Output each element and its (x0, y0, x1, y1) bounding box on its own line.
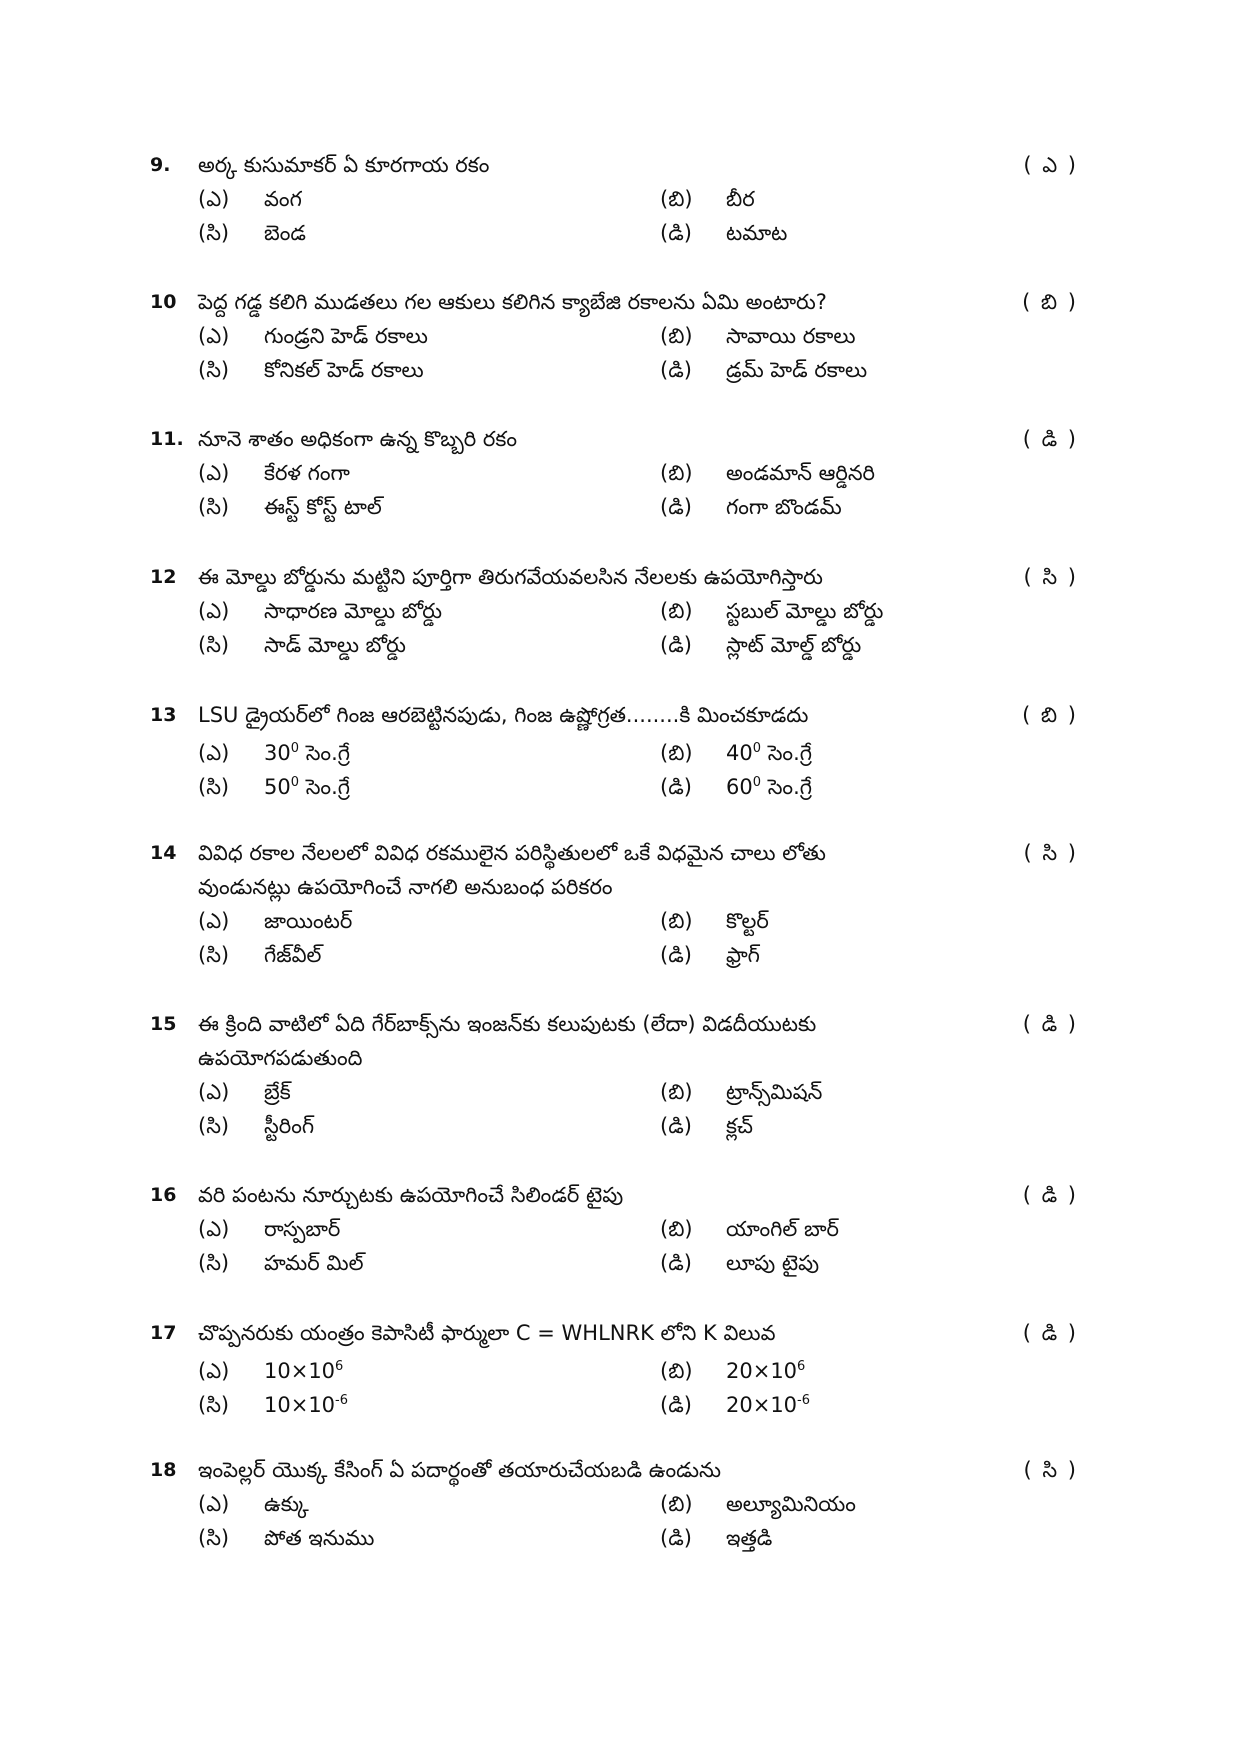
option-b: (బి) స్టబుల్ మోల్డు బోర్డు (660, 599, 884, 623)
option-d: (డి) లూపు టైపు (660, 1251, 820, 1275)
question-text-continued: ఉపయోగపడుతుంది (198, 1046, 363, 1070)
question-16 (150, 1178, 1090, 1280)
option-c: (సి) సాడ్ మోల్డు బోర్డు (198, 633, 406, 657)
option-c: (సి) బెండ (198, 221, 306, 245)
question-17 (150, 1316, 1090, 1418)
option-a: (ఎ) కేరళ గంగా (198, 461, 350, 485)
option-a: (ఎ) సాధారణ మోల్డు బోర్డు (198, 599, 442, 623)
question-number: 11. (150, 428, 184, 450)
option-c: (సి) ఈస్ట్ కోస్ట్ టాల్ (198, 495, 382, 519)
option-c: (సి) $50^0$ సెం.గ్రే (198, 775, 350, 799)
question-number: 15 (150, 1013, 177, 1035)
option-b: (బి) బీర (660, 187, 755, 211)
question-text: LSU డ్రైయర్‌లో గింజ ఆరబెట్టినపుడు, గింజ ఉష్ణోగ్రత........కి మించకూడదు (198, 703, 809, 727)
answer-key: ( బి ) (1022, 703, 1078, 727)
answer-key: ( సి ) (1023, 565, 1078, 589)
option-d: (డి) స్లాట్ మోల్డ్ బోర్డు (660, 633, 862, 657)
option-c: (సి) $10\times 10^{-6}$ (198, 1393, 349, 1417)
question-text: ఈ మోల్డు బోర్డును మట్టిని పూర్తిగా తిరుగవేయవలసిన నేలలకు ఉపయోగిస్తారు (198, 565, 823, 589)
question-number: 16 (150, 1184, 177, 1206)
question-text: వివిధ రకాల నేలలలో వివిధ రకములైన పరిస్థితులలో ఒకే విధమైన చాలు లోతు (198, 841, 826, 865)
question-text: పెద్ద గడ్డ కలిగి ముడతలు గల ఆకులు కలిగిన క్యాబేజి రకాలను ఏమి అంటారు? (198, 290, 827, 314)
option-b: (బి) సావాయి రకాలు (660, 324, 856, 348)
question-text: నూనె శాతం అధికంగా ఉన్న కొబ్బరి రకం (198, 427, 517, 451)
answer-key: ( ఎ ) (1023, 153, 1078, 177)
option-c: (సి) కోనికల్ హెడ్ రకాలు (198, 358, 424, 382)
answer-key: ( సి ) (1023, 1458, 1078, 1482)
question-text: అర్క కుసుమాకర్ ఏ కూరగాయ రకం (198, 153, 490, 177)
question-11 (150, 422, 1090, 524)
question-number: 12 (150, 566, 177, 588)
option-b: (బి) ట్రాన్స్‌మిషన్ (660, 1080, 823, 1104)
option-d: (డి) $20\times 10^{-6}$ (660, 1393, 811, 1417)
option-d: (డి) డ్రమ్ హెడ్ రకాలు (660, 358, 868, 382)
answer-key: ( డి ) (1022, 427, 1078, 451)
option-c: (సి) స్టీరింగ్ (198, 1114, 315, 1138)
question-number: 18 (150, 1459, 177, 1481)
option-a: (ఎ) $30^0$ సెం.గ్రే (198, 741, 350, 765)
question-18 (150, 1453, 1090, 1555)
question-15 (150, 1007, 1090, 1143)
option-c: (సి) పోత ఇనుము (198, 1526, 375, 1550)
question-14 (150, 836, 1090, 972)
answer-key: ( డి ) (1022, 1321, 1078, 1345)
option-a: (ఎ) రాస్పబార్ (198, 1217, 341, 1241)
option-b: (బి) కొల్టర్ (660, 909, 769, 933)
option-c: (సి) గేజ్‌వీల్ (198, 943, 322, 967)
answer-key: ( డి ) (1022, 1183, 1078, 1207)
option-d: (డి) $60^0$ సెం.గ్రే (660, 775, 812, 799)
option-a: (ఎ) జాయింటర్ (198, 909, 353, 933)
question-number: 14 (150, 842, 177, 864)
option-d: (డి) క్లచ్ (660, 1114, 753, 1138)
answer-key: ( సి ) (1023, 841, 1078, 865)
question-10 (150, 285, 1090, 387)
option-a: (ఎ) బ్రేక్ (198, 1080, 291, 1104)
option-b: (బి) $40^0$ సెం.గ్రే (660, 741, 812, 765)
option-c: (సి) హమర్ మిల్ (198, 1251, 364, 1275)
option-d: (డి) ఇత్తడి (660, 1526, 773, 1550)
question-number: 17 (150, 1322, 177, 1344)
option-b: (బి) అల్యూమినియం (660, 1492, 856, 1516)
option-a: (ఎ) $10\times 10^6$ (198, 1359, 344, 1383)
option-b: (బి) అండమాన్ ఆర్డినరి (660, 461, 876, 485)
option-b: (బి) యాంగిల్ బార్ (660, 1217, 839, 1241)
question-9 (150, 148, 1090, 250)
option-d: (డి) ఫ్రాగ్ (660, 943, 760, 967)
question-text: చొప్పనరుకు యంత్రం కెపాసిటీ ఫార్ములా C = WHLNRK లోని K విలువ (198, 1321, 776, 1345)
question-text: ఇంపెల్లర్ యొక్క కేసింగ్ ఏ పదార్థంతో తయారుచేయబడి ఉండును (198, 1458, 721, 1482)
option-d: (డి) టమాట (660, 221, 788, 245)
option-a: (ఎ) గుండ్రని హెడ్ రకాలు (198, 324, 428, 348)
answer-key: ( డి ) (1022, 1012, 1078, 1036)
answer-key: ( బి ) (1022, 290, 1078, 314)
option-d: (డి) గంగా బొండమ్ (660, 495, 842, 519)
question-text: వరి పంటను నూర్చుటకు ఉపయోగించే సిలిండర్ టైపు (198, 1183, 624, 1207)
question-text: ఈ క్రింది వాటిలో ఏది గేర్‌బాక్స్‌ను ఇంజన్‌కు కలుపుటకు (లేదా) విడదీయుటకు (198, 1012, 817, 1036)
option-a: (ఎ) ఉక్కు (198, 1492, 309, 1516)
question-number: 13 (150, 704, 177, 726)
question-13 (150, 698, 1090, 800)
option-b: (బి) $20\times 10^6$ (660, 1359, 806, 1383)
option-a: (ఎ) వంగ (198, 187, 302, 211)
question-number: 10 (150, 291, 177, 313)
question-text-continued: వుండునట్లు ఉపయోగించే నాగలి అనుబంధ పరికరం (198, 875, 613, 899)
question-12 (150, 560, 1090, 662)
question-number: 9. (150, 154, 171, 176)
